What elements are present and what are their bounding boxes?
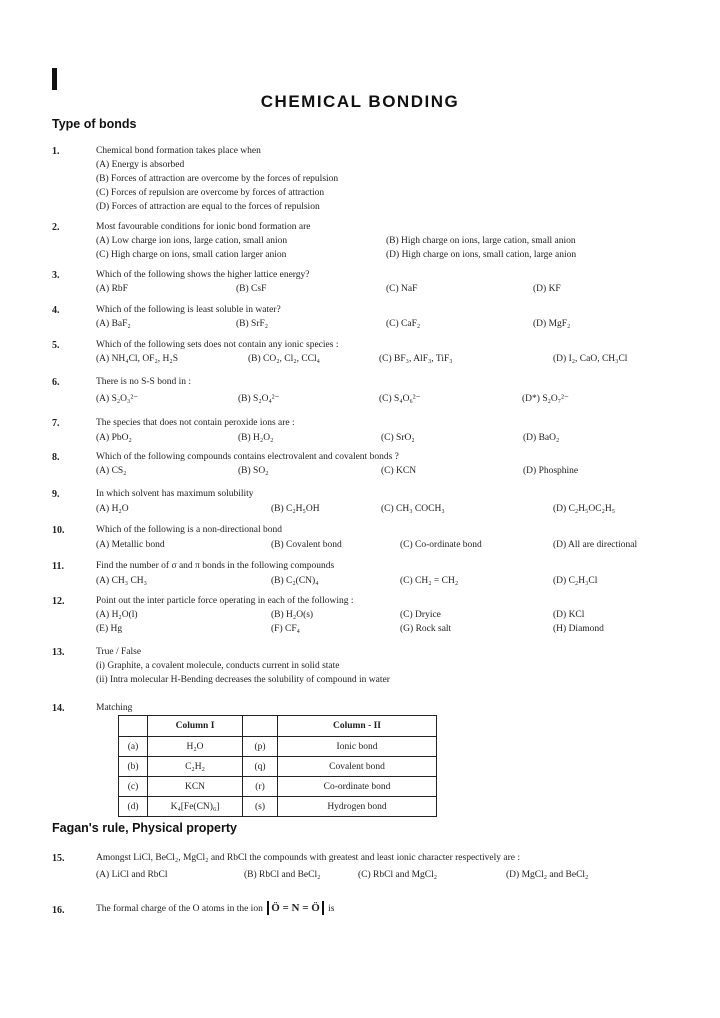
option: (B) CsF bbox=[236, 284, 267, 294]
page-marker bbox=[52, 68, 57, 90]
table-cell: (q) bbox=[243, 757, 278, 777]
option: (A) PbO₂ bbox=[96, 433, 132, 443]
question-stem: There is no S-S bond in : bbox=[96, 377, 191, 387]
option: (C) SrO₂ bbox=[381, 433, 415, 443]
option: (A) BaF₂ bbox=[96, 319, 131, 329]
question-11 bbox=[96, 559, 696, 589]
option: (B) H₂O₂ bbox=[238, 433, 274, 443]
option: (B) Covalent bond bbox=[271, 540, 342, 550]
option: (H) Diamond bbox=[553, 624, 604, 634]
table-cell: (r) bbox=[243, 777, 278, 797]
option: (D) Phosphine bbox=[523, 466, 579, 476]
option: (B) H₂O(s) bbox=[271, 610, 314, 620]
option: (D) KCl bbox=[553, 610, 585, 620]
question-9 bbox=[96, 487, 696, 517]
option: (C) S₄O₆²⁻ bbox=[379, 394, 421, 404]
option: (D) All are directional bbox=[553, 540, 638, 550]
table-cell: Ionic bond bbox=[278, 737, 437, 757]
option: (B) S₂O₄²⁻ bbox=[238, 394, 280, 404]
option: (B) Forces of attraction are overcome by the forces of repulsion bbox=[96, 174, 339, 184]
option: (C) BF₃, AlF₃, TiF₃ bbox=[379, 354, 453, 364]
option: (C) CH₃ COCH₃ bbox=[381, 504, 445, 514]
table-header: Column - II bbox=[278, 716, 437, 737]
question-stem: Which of the following compounds contains electrovalent and covalent bonds ? bbox=[96, 452, 399, 462]
table-cell: (a) bbox=[119, 737, 148, 757]
table-row bbox=[119, 757, 437, 777]
option: (D) C₂H₃Cl bbox=[553, 576, 598, 586]
section-heading-fagans-rule: Fagan's rule, Physical property bbox=[52, 821, 237, 835]
question-5 bbox=[96, 338, 696, 368]
question-stem: The species that does not contain peroxide ions are : bbox=[96, 418, 295, 428]
question-number: 14. bbox=[52, 703, 65, 714]
option: (C) CaF₂ bbox=[386, 319, 421, 329]
option: (B) SrF₂ bbox=[236, 319, 269, 329]
option: (D) C₂H₅OC₂H₅ bbox=[553, 504, 616, 514]
question-number: 4. bbox=[52, 305, 60, 316]
question-stem: Find the number of σ and π bonds in the following compounds bbox=[96, 561, 335, 571]
table-header: Column I bbox=[148, 716, 243, 737]
question-stem: The formal charge of the O atoms in the ion bbox=[96, 904, 263, 914]
question-stem: True / False bbox=[96, 647, 142, 657]
option: (F) CF₄ bbox=[271, 624, 300, 634]
table-cell: (d) bbox=[119, 797, 148, 817]
question-stem: Chemical bond formation takes place when bbox=[96, 146, 261, 156]
question-stem: Which of the following sets does not contain any ionic species : bbox=[96, 340, 339, 350]
question-stem: Most favourable conditions for ionic bond formation are bbox=[96, 222, 311, 232]
table-cell: Hydrogen bond bbox=[278, 797, 437, 817]
table-cell: Covalent bond bbox=[278, 757, 437, 777]
question-8 bbox=[96, 450, 696, 480]
matching-table bbox=[118, 715, 437, 817]
question-15 bbox=[96, 851, 696, 885]
question-number: 10. bbox=[52, 525, 65, 536]
option: (D*) S₂O₇²⁻ bbox=[522, 394, 569, 404]
option: (A) CH₃ CH₃ bbox=[96, 576, 147, 586]
question-12 bbox=[96, 594, 696, 638]
question-10 bbox=[96, 523, 696, 553]
question-stem: Which of the following is least soluble in water? bbox=[96, 305, 281, 315]
option: (D) High charge on ions, small cation, large anion bbox=[386, 250, 577, 260]
question-number: 7. bbox=[52, 418, 60, 429]
table-header-blank bbox=[119, 716, 148, 737]
option: (G) Rock salt bbox=[400, 624, 452, 634]
table-cell: (s) bbox=[243, 797, 278, 817]
option: (D) MgF₂ bbox=[533, 319, 571, 329]
option: (D) MgCl₂ and BeCl₂ bbox=[506, 870, 589, 880]
option: (B) SO₂ bbox=[238, 466, 269, 476]
option: (C) RbCl and MgCl₂ bbox=[358, 870, 438, 880]
table-cell: (p) bbox=[243, 737, 278, 757]
ion-formula: Ö = N = Ö bbox=[267, 901, 324, 915]
option: (C) KCN bbox=[381, 466, 417, 476]
option: (B) CO₂, Cl₂, CCl₄ bbox=[248, 354, 320, 364]
question-2 bbox=[96, 220, 696, 266]
option: (D) BaO₂ bbox=[523, 433, 560, 443]
option: (A) Energy is absorbed bbox=[96, 160, 185, 170]
table-header-blank bbox=[243, 716, 278, 737]
option: (A) H₂O bbox=[96, 504, 129, 514]
question-16 bbox=[96, 901, 335, 916]
question-number: 2. bbox=[52, 222, 60, 233]
option: (B) RbCl and BeCl₂ bbox=[244, 870, 321, 880]
question-number: 9. bbox=[52, 489, 60, 500]
question-number: 15. bbox=[52, 853, 65, 864]
option: (C) High charge on ions, small cation larger anion bbox=[96, 250, 287, 260]
table-cell: (c) bbox=[119, 777, 148, 797]
question-number: 13. bbox=[52, 647, 65, 658]
question-number: 12. bbox=[52, 596, 65, 607]
question-stem: Amongst LiCl, BeCl₂, MgCl₂ and RbCl the compounds with greatest and least ionic character respectively are : bbox=[96, 853, 520, 863]
option: (A) LiCl and RbCl bbox=[96, 870, 168, 880]
option: (D) KF bbox=[533, 284, 561, 294]
table-cell: K₄[Fe(CN)₆] bbox=[148, 797, 243, 817]
question-7 bbox=[96, 416, 696, 446]
option: (A) H₂O(l) bbox=[96, 610, 138, 620]
option: (C) CH₂ = CH₂ bbox=[400, 576, 459, 586]
question-stem-end: is bbox=[328, 904, 335, 914]
option: (C) Co-ordinate bond bbox=[400, 540, 482, 550]
table-cell: C₂H₂ bbox=[148, 757, 243, 777]
question-13 bbox=[96, 645, 390, 687]
option: (A) Metallic bond bbox=[96, 540, 165, 550]
option: (A) S₂O₃²⁻ bbox=[96, 394, 139, 404]
question-stem: Point out the inter particle force operating in each of the following : bbox=[96, 596, 354, 606]
table-cell: Co-ordinate bond bbox=[278, 777, 437, 797]
section-heading-type-of-bonds: Type of bonds bbox=[52, 117, 137, 131]
question-stem: Which of the following shows the higher lattice energy? bbox=[96, 270, 310, 280]
table-row bbox=[119, 737, 437, 757]
option: (C) Forces of repulsion are overcome by forces of attraction bbox=[96, 188, 325, 198]
question-4 bbox=[96, 303, 696, 333]
table-cell: KCN bbox=[148, 777, 243, 797]
option: (D) Forces of attraction are equal to the forces of repulsion bbox=[96, 202, 320, 212]
question-number: 6. bbox=[52, 377, 60, 388]
question-number: 5. bbox=[52, 340, 60, 351]
option: (A) RbF bbox=[96, 284, 128, 294]
question-3 bbox=[96, 268, 696, 298]
table-row bbox=[119, 797, 437, 817]
question-stem: Matching bbox=[96, 703, 133, 713]
statement: (ii) Intra molecular H-Bending decreases the solubility of compound in water bbox=[96, 675, 390, 685]
question-stem: Which of the following is a non-directional bond bbox=[96, 525, 282, 535]
option: (D) I₂, CaO, CH₃Cl bbox=[553, 354, 628, 364]
table-cell: H₂O bbox=[148, 737, 243, 757]
question-stem: In which solvent has maximum solubility bbox=[96, 489, 254, 499]
question-number: 1. bbox=[52, 146, 60, 157]
question-number: 11. bbox=[52, 561, 64, 572]
option: (A) CS₂ bbox=[96, 466, 127, 476]
option: (B) C₂H₅OH bbox=[271, 504, 320, 514]
option: (E) Hg bbox=[96, 624, 123, 634]
question-6 bbox=[96, 375, 696, 409]
page-title: CHEMICAL BONDING bbox=[260, 92, 460, 111]
option: (C) Dryice bbox=[400, 610, 441, 620]
option: (A) Low charge ion ions, large cation, small anion bbox=[96, 236, 288, 246]
option: (B) C₂(CN)₄ bbox=[271, 576, 319, 586]
option: (B) High charge on ions, large cation, small anion bbox=[386, 236, 576, 246]
question-number: 16. bbox=[52, 905, 65, 916]
statement: (i) Graphite, a covalent molecule, conducts current in solid state bbox=[96, 661, 340, 671]
table-cell: (b) bbox=[119, 757, 148, 777]
question-1 bbox=[96, 144, 338, 214]
question-number: 3. bbox=[52, 270, 60, 281]
table-row bbox=[119, 777, 437, 797]
question-number: 8. bbox=[52, 452, 60, 463]
option: (A) NH₄Cl, OF₂, H₂S bbox=[96, 354, 178, 364]
option: (C) NaF bbox=[386, 284, 418, 294]
